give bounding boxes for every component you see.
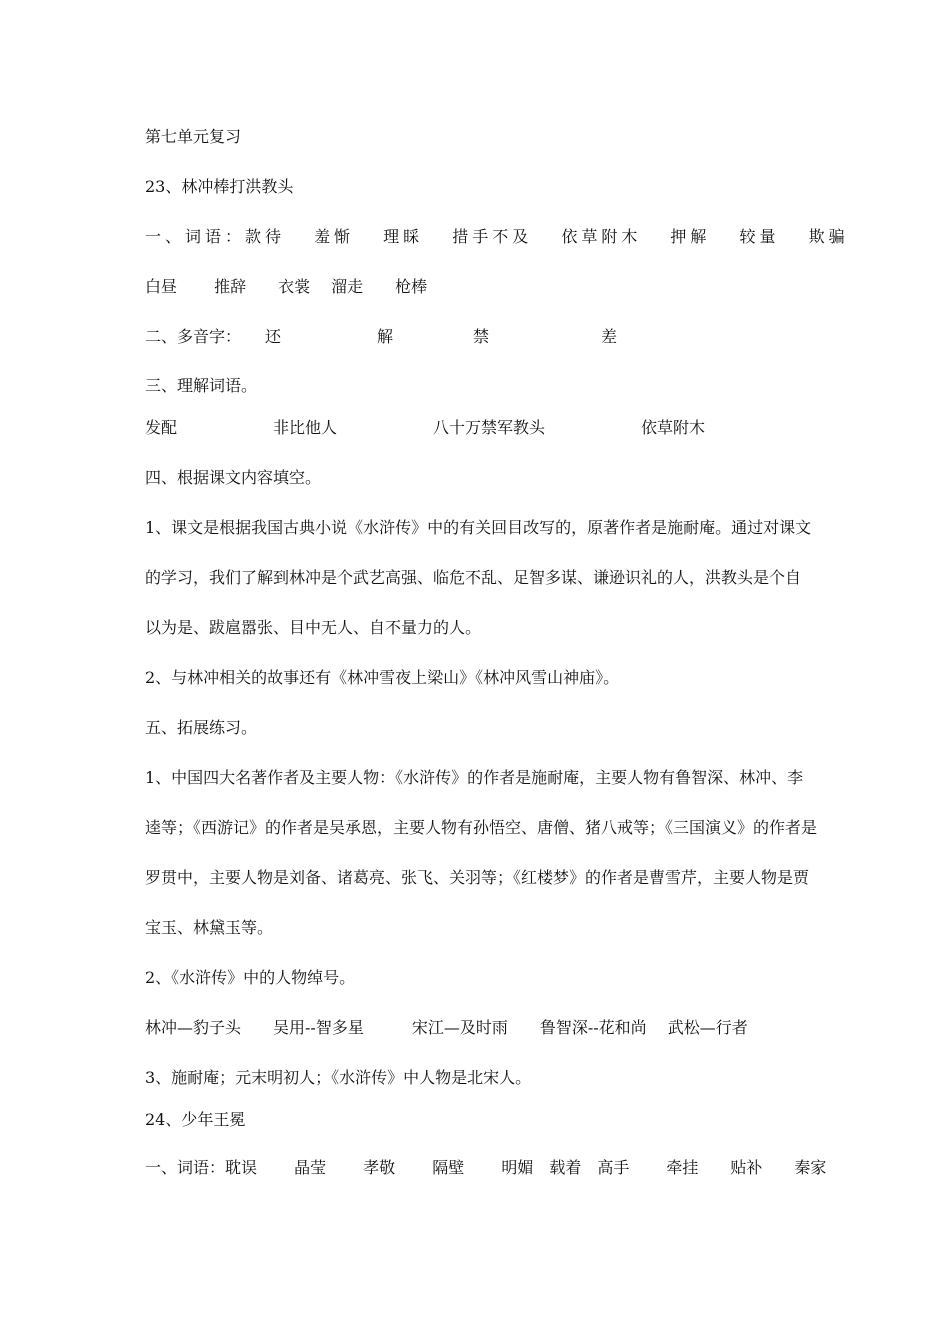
extension-heading: 五、拓展练习。 — [145, 718, 258, 737]
nicknames-line: 林冲—豹子头 吴用--智多星 宋江—及时雨 鲁智深--花和尚 武松—行者 — [145, 1018, 748, 1037]
extension-1-line-1: 1、中国四大名著作者及主要人物：《水浒传》的作者是施耐庵，主要人物有鲁智深、林冲、李 — [145, 768, 804, 787]
extension-3: 3、施耐庵；元末明初人；《水浒传》中人物是北宋人。 — [145, 1068, 532, 1087]
fill-1-line-2: 的学习，我们了解到林冲是个武艺高强、临危不乱、足智多谋、谦逊识礼的人，洪教头是个自 — [145, 568, 802, 587]
polyphone-line: 二、多音字： 还 解 禁 差 — [145, 327, 618, 346]
understand-heading: 三、理解词语。 — [145, 376, 258, 395]
lesson-24-title: 24、少年王冕 — [145, 1110, 246, 1129]
lesson-23-vocab-line-1: 一、词语：款待 羞惭 理睬 措手不及 依草附木 押解 较量 欺骗 — [145, 227, 849, 246]
understand-words: 发配 非比他人 八十万禁军教头 依草附木 — [145, 418, 706, 437]
lesson-23-title: 23、林冲棒打洪教头 — [145, 177, 294, 196]
extension-1-line-3: 罗贯中，主要人物是刘备、诸葛亮、张飞、关羽等；《红楼梦》的作者是曹雪芹，主要人物是贾 — [145, 868, 810, 887]
lesson-23-vocab-line-2: 白昼 推辞 衣裳 溜走 枪棒 — [145, 277, 428, 296]
fill-heading: 四、根据课文内容填空。 — [145, 468, 322, 487]
fill-2: 2、与林冲相关的故事还有《林冲雪夜上梁山》《林冲风雪山神庙》。 — [145, 668, 620, 687]
unit-title: 第七单元复习 — [145, 127, 242, 146]
lesson-24-vocab-line-1: 一、词语：耽误 晶莹 孝敬 隔壁 明媚 载着 高手 牵挂 贴补 秦家 — [145, 1158, 827, 1177]
fill-1-line-1: 1、课文是根据我国古典小说《水浒传》中的有关回目改写的，原著作者是施耐庵。通过对课文 — [145, 518, 812, 537]
extension-1-line-4: 宝玉、林黛玉等。 — [145, 918, 274, 937]
extension-1-line-2: 逵等；《西游记》的作者是吴承恩，主要人物有孙悟空、唐僧、猪八戒等；《三国演义》的作者是 — [145, 818, 818, 837]
fill-1-line-3: 以为是、跋扈嚣张、目中无人、自不量力的人。 — [145, 618, 482, 637]
extension-2: 2、《水浒传》中的人物绰号。 — [145, 968, 356, 987]
